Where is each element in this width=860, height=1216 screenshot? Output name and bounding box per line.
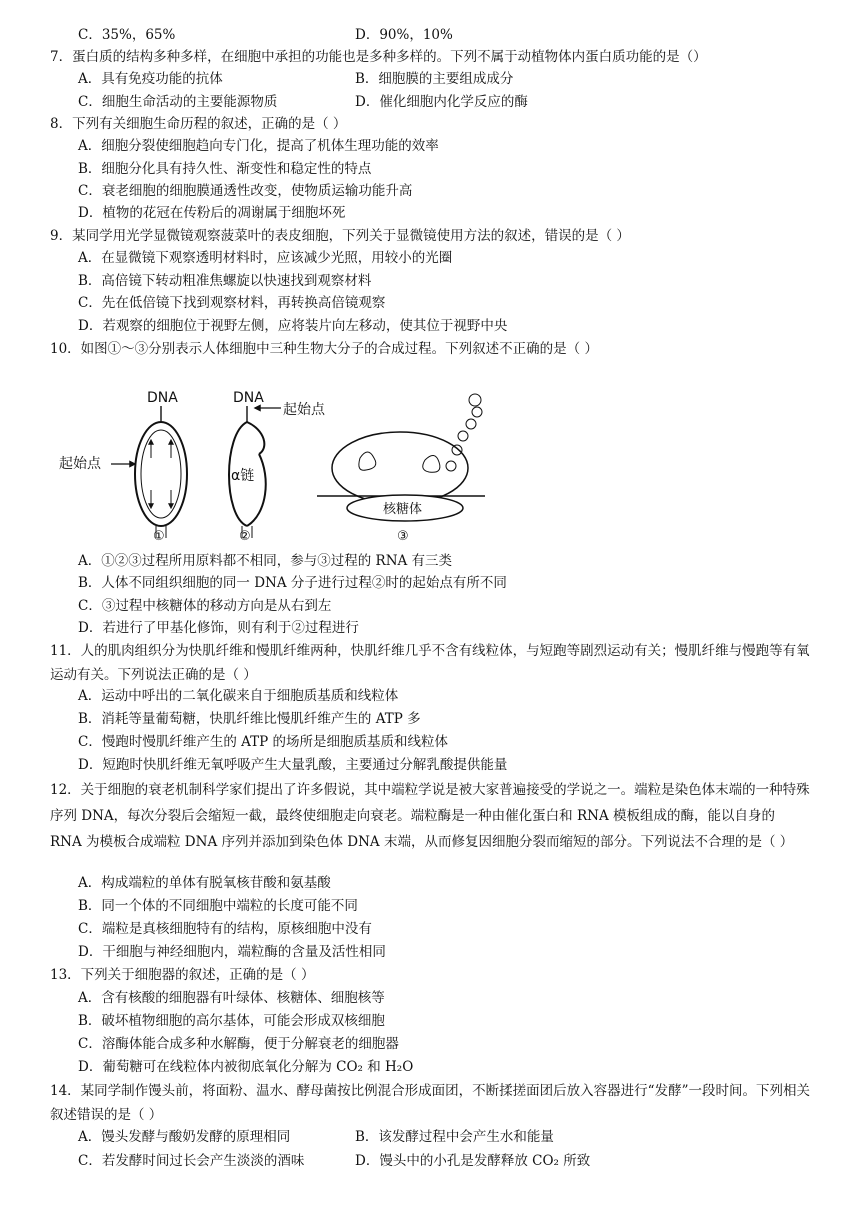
q8-option-a: A．细胞分裂使细胞趋向专门化，提高了机体生理功能的效率: [78, 138, 439, 154]
fig-origin-label-2: 起始点: [283, 402, 325, 418]
q9-stem: 9．某同学用光学显微镜观察菠菜叶的表皮细胞，下列关于显微镜使用方法的叙述，错误的是（ ）: [50, 228, 630, 244]
fig-peptide-coil-2: [423, 455, 440, 472]
fig-amino-acid-bead: [469, 394, 481, 406]
q12-stem: 12．关于细胞的衰老机制科学家们提出了许多假说，其中端粒学说是被大家普遍接受的学说之一。端粒是染色体末端的一种特殊序列 DNA，每次分裂后会缩短一截，最终使细胞走向衰老。端粒酶是一种由催化蛋白和 RNA 模板组成的酶，能以自身的 RNA 为模板合成端粒 DNA 序列并添加到染色体 DNA 末端，从而修复因细胞分裂而缩短的部分。下列说法不合理的是（ ）: [50, 782, 810, 850]
fig-amino-acid-bead: [452, 445, 462, 455]
fig-amino-acid-bead: [446, 461, 456, 471]
q10-option-c: C．③过程中核糖体的移动方向是从右到左: [78, 598, 332, 614]
q9-option-c: C．先在低倍镜下找到观察材料，再转换高倍镜观察: [78, 295, 386, 311]
q11-option-d: D．短跑时快肌纤维无氧呼吸产生大量乳酸，主要通过分解乳酸提供能量: [78, 757, 508, 773]
q12-option-d: D．干细胞与神经细胞内，端粒酶的含量及活性相同: [78, 944, 386, 960]
q14-option-a: A．馒头发酵与酸奶发酵的原理相同: [78, 1129, 291, 1145]
q9-option-b: B．高倍镜下转动粗准焦螺旋以快速找到观察材料: [78, 273, 372, 289]
fig-origin-label-1: 起始点: [59, 456, 101, 472]
q13-option-a: A．含有核酸的细胞器有叶绿体、核糖体、细胞核等: [78, 990, 385, 1006]
q8-option-b: B．细胞分化具有持久性、渐变性和稳定性的特点: [78, 161, 372, 177]
fig-ribosome-large-subunit: [332, 432, 468, 504]
q14-option-d: D．馒头中的小孔是发酵释放 CO₂ 所致: [355, 1153, 591, 1169]
fig-peptide-coil-1: [359, 452, 376, 470]
q13-option-d: D．葡萄糖可在线粒体内被彻底氧化分解为 CO₂ 和 H₂O: [78, 1059, 414, 1075]
q11-stem: 11．人的肌肉组织分为快肌纤维和慢肌纤维两种，快肌纤维几乎不含有线粒体，与短跑等剧烈运动有关；慢肌纤维与慢跑等有氧运动有关。下列说法正确的是（ ）: [50, 643, 810, 683]
q12-option-b: B．同一个体的不同细胞中端粒的长度可能不同: [78, 898, 358, 914]
q7-option-c: C．细胞生命活动的主要能源物质: [78, 94, 278, 110]
q8-stem: 8．下列有关细胞生命历程的叙述，正确的是（ ）: [50, 116, 347, 132]
fig-number-3: ③: [397, 529, 409, 544]
q6-option-d: D．90%，10%: [355, 27, 453, 43]
q7-option-b: B．细胞膜的主要组成成分: [355, 71, 514, 87]
q11-option-a: A．运动中呼出的二氧化碳来自于细胞质基质和线粒体: [78, 688, 399, 704]
fig-dna-label-1: DNA: [147, 390, 178, 406]
q7-option-d: D．催化细胞内化学反应的酶: [355, 94, 528, 110]
q12-option-c: C．端粒是真核细胞特有的结构，原核细胞中没有: [78, 921, 372, 937]
q10-stem: 10．如图①～③分别表示人体细胞中三种生物大分子的合成过程。下列叙述不正确的是（ ）: [50, 341, 598, 357]
q12-option-a: A．构成端粒的单体有脱氧核苷酸和氨基酸: [78, 875, 331, 891]
q11-option-c: C．慢跑时慢肌纤维产生的 ATP 的场所是细胞质基质和线粒体: [78, 734, 449, 750]
q6-option-c: C．35%，65%: [78, 27, 176, 43]
q8-option-d: D．植物的花冠在传粉后的凋谢属于细胞坏死: [78, 205, 346, 221]
q10-option-b: B．人体不同组织细胞的同一 DNA 分子进行过程②时的起始点有所不同: [78, 575, 507, 591]
q10-option-d: D．若进行了甲基化修饰，则有利于②过程进行: [78, 620, 359, 636]
q13-option-c: C．溶酶体能合成多种水解酶，便于分解衰老的细胞器: [78, 1036, 399, 1052]
q14-option-b: B．该发酵过程中会产生水和能量: [355, 1129, 554, 1145]
q8-option-c: C．衰老细胞的细胞膜通透性改变，使物质运输功能升高: [78, 183, 413, 199]
fig-ribosome-label: 核糖体: [383, 502, 423, 517]
fig-amino-acid-bead: [466, 419, 476, 429]
q13-stem: 13．下列关于细胞器的叙述，正确的是（ ）: [50, 967, 315, 983]
fig-number-2: ②: [239, 529, 251, 544]
q11-option-b: B．消耗等量葡萄糖，快肌纤维比慢肌纤维产生的 ATP 多: [78, 711, 421, 727]
fig-nontemplate-strand: [247, 422, 264, 454]
q13-option-b: B．破坏植物细胞的高尔基体，可能会形成双核细胞: [78, 1013, 385, 1029]
fig-number-1: ①: [153, 529, 165, 544]
q10-figure: [55, 388, 495, 548]
fig-amino-acid-bead: [472, 407, 482, 417]
fig-amino-acid-bead: [458, 431, 468, 441]
q14-stem: 14．某同学制作馒头前，将面粉、温水、酵母菌按比例混合形成面团，不断揉搓面团后放入容器进行“发酵”一段时间。下列相关叙述错误的是（ ）: [50, 1083, 810, 1123]
q14-option-c: C．若发酵时间过长会产生淡淡的酒味: [78, 1153, 305, 1169]
fig-dna-label-2: DNA: [233, 390, 264, 406]
q10-option-a: A．①②③过程所用原料都不相同，参与③过程的 RNA 有三类: [78, 553, 453, 569]
fig-inner-strand: [141, 430, 181, 518]
q7-stem: 7．蛋白质的结构多种多样，在细胞中承担的功能也是多种多样的。下列不属于动植物体内蛋白质功能的是（）: [50, 49, 707, 65]
fig-rna-strand: [247, 454, 266, 526]
q7-option-a: A．具有免疫功能的抗体: [78, 71, 223, 87]
fig-replication-bubble: [135, 422, 187, 526]
fig-alpha-chain-label: α链: [231, 468, 255, 484]
q9-option-a: A．在显微镜下观察透明材料时，应该减少光照，用较小的光圈: [78, 250, 453, 266]
q9-option-d: D．若观察的细胞位于视野左侧，应将装片向左移动，使其位于视野中央: [78, 318, 508, 334]
